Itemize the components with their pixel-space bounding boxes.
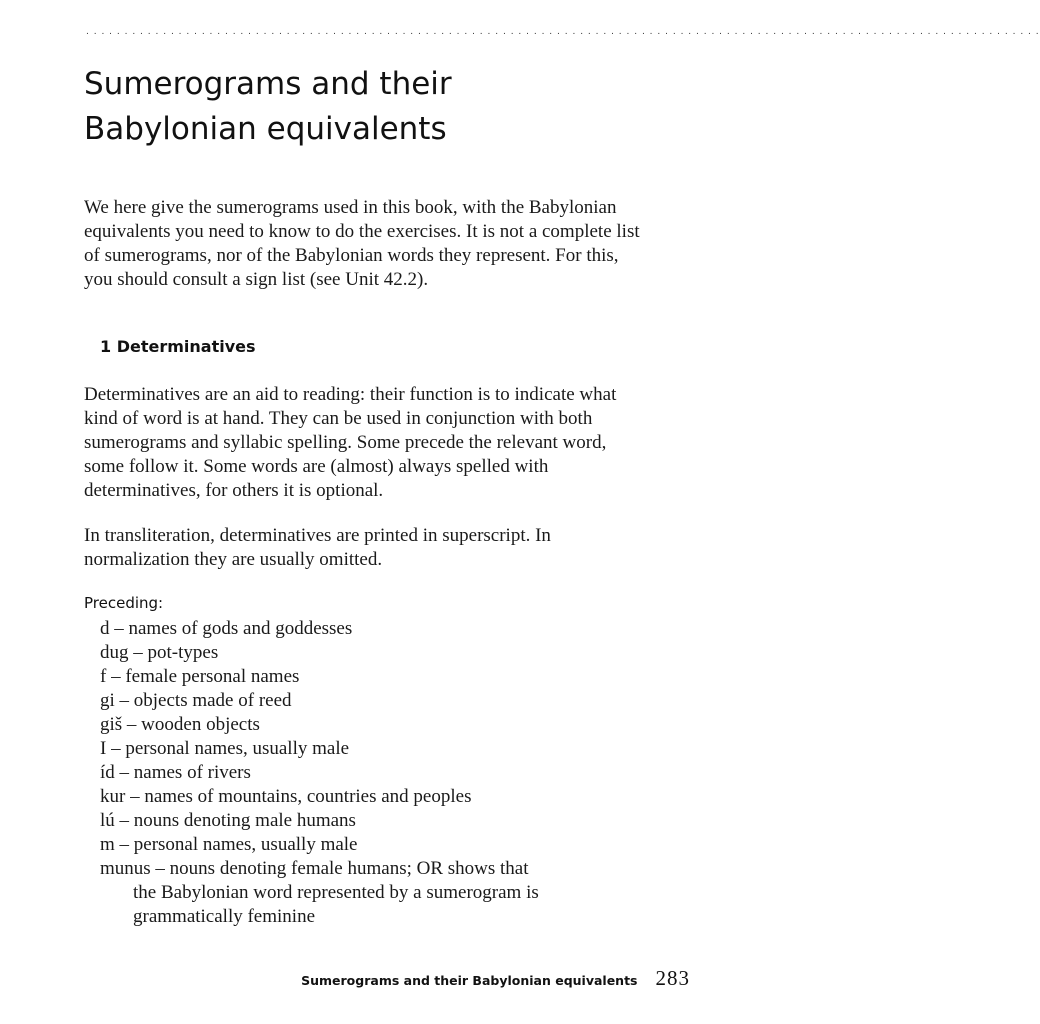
list-item: giš – wooden objects <box>100 714 260 735</box>
list-item-continuation: grammatically feminine <box>133 906 316 927</box>
list-item: I – personal names, usually male <box>100 738 350 759</box>
list-item-continuation: the Babylonian word represented by a sumerogram is <box>133 882 539 903</box>
list-item: d – names of gods and goddesses <box>100 618 353 639</box>
list-item: gi – objects made of reed <box>100 690 292 711</box>
list-item: lú – nouns denoting male humans <box>100 810 356 831</box>
page-title-line-2: Babylonian equivalents <box>84 111 447 147</box>
determinatives-paragraph: Determinatives are an aid to reading: their function is to indicate what kind of word is at hand. They can be used in conjunction with both sumerograms and syllabic spelling. Some precede the relevant word, some follow it. Some words are (almost) always spelled with determinatives, for others it is optional. <box>84 384 617 501</box>
page-footer <box>290 966 690 990</box>
preceding-label: Preceding: <box>84 594 164 612</box>
page-title <box>84 62 452 152</box>
list-item: kur – names of mountains, countries and peoples <box>100 786 472 807</box>
transliteration-paragraph: In transliteration, determinatives are printed in superscript. In normalization they are usually omitted. <box>84 525 551 570</box>
list-item: íd – names of rivers <box>100 762 251 783</box>
section-heading: 1 Determinatives <box>100 337 256 356</box>
determinatives-list <box>100 617 660 929</box>
list-item: f – female personal names <box>100 666 300 687</box>
list-item-text: munus – nouns denoting female humans; OR shows that <box>100 858 529 879</box>
intro-paragraph: We here give the sumerograms used in this book, with the Babylonian equivalents you need to know to do the exercises. It is not a complete list of sumerograms, nor of the Babylonian words they represent. For this, you should consult a sign list (see Unit 42.2). <box>84 197 640 290</box>
list-item: dug – pot-types <box>100 642 219 663</box>
page-title-line-1: Sumerograms and their <box>84 66 452 102</box>
list-item <box>100 857 660 929</box>
page-number: 283 <box>655 966 690 990</box>
dotted-rule: . . . . . . . . . . . . . . . . . . . . . . . . . . . . . . . . . . . . . . . . . . . . . . . . . . . . . . . . . . . . . . . . . . . . . . . . . . . . . . . . . . . . . . . . . . . . . . . . . . . . . . . . . . . . . . . . . . . . . . . . . . . . <box>86 27 1040 37</box>
list-item: m – personal names, usually male <box>100 834 358 855</box>
running-title: Sumerograms and their Babylonian equivalents <box>301 973 638 988</box>
